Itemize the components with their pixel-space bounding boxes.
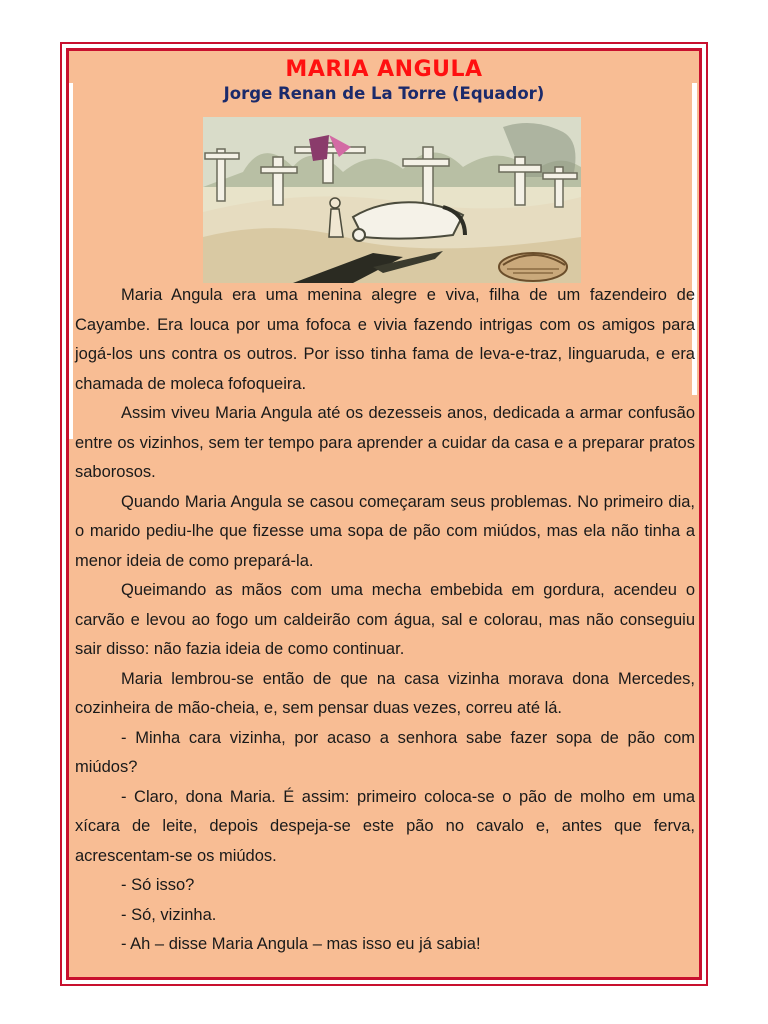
paragraph: Assim viveu Maria Angula até os dezesseis anos, dedicada a armar confusão entre os vizinhos, sem ter tempo para aprender a cuidar da casa e a preparar pratos saborosos.	[75, 404, 695, 481]
paragraph: Maria lembrou-se então de que na casa vizinha morava dona Mercedes, cozinheira de mão-cheia, e, sem pensar duas vezes, correu até lá.	[75, 669, 695, 717]
paragraph: Quando Maria Angula se casou começaram seus problemas. No primeiro dia, o marido pediu-lhe que fizesse uma sopa de pão com miúdos, mas ela não tinha a menor ideia de como prepará-la.	[75, 492, 695, 570]
countryside-cart-illustration	[203, 117, 581, 283]
left-margin-bar	[69, 83, 73, 439]
paragraph: - Minha cara vizinha, por acaso a senhora sabe fazer sopa de pão com miúdos?	[75, 728, 695, 776]
story-author: Jorge Renan de La Torre (Equador)	[223, 84, 545, 103]
paragraph: - Ah – disse Maria Angula – mas isso eu já sabia!	[121, 935, 481, 953]
story-title: MARIA ANGULA	[285, 57, 483, 82]
paragraph: Maria Angula era uma menina alegre e viva, filha de um fazendeiro de Cayambe. Era louca por uma fofoca e vivia fazendo intrigas com os amigos para jogá-los uns contra os outros. Por isso tinha fama de leva-e-traz, linguaruda, e era chamada de moleca fofoqueira.	[75, 286, 695, 393]
paragraph: Queimando as mãos com uma mecha embebida em gordura, acendeu o carvão e levou ao fogo um caldeirão com água, sal e colorau, mas não conseguiu sair disso: não fazia ideia de como continuar.	[75, 581, 695, 658]
page-border-outer	[60, 42, 708, 986]
paragraph: - Só isso?	[121, 876, 195, 894]
story-body	[75, 281, 695, 960]
paragraph: - Só, vizinha.	[121, 905, 217, 924]
paragraph: - Claro, dona Maria. É assim: primeiro coloca-se o pão de molho em uma xícara de leite, depois despeja-se este pão no cavalo e, antes que ferva, acrescentam-se os miúdos.	[75, 787, 695, 865]
page-border-inner	[66, 48, 702, 980]
